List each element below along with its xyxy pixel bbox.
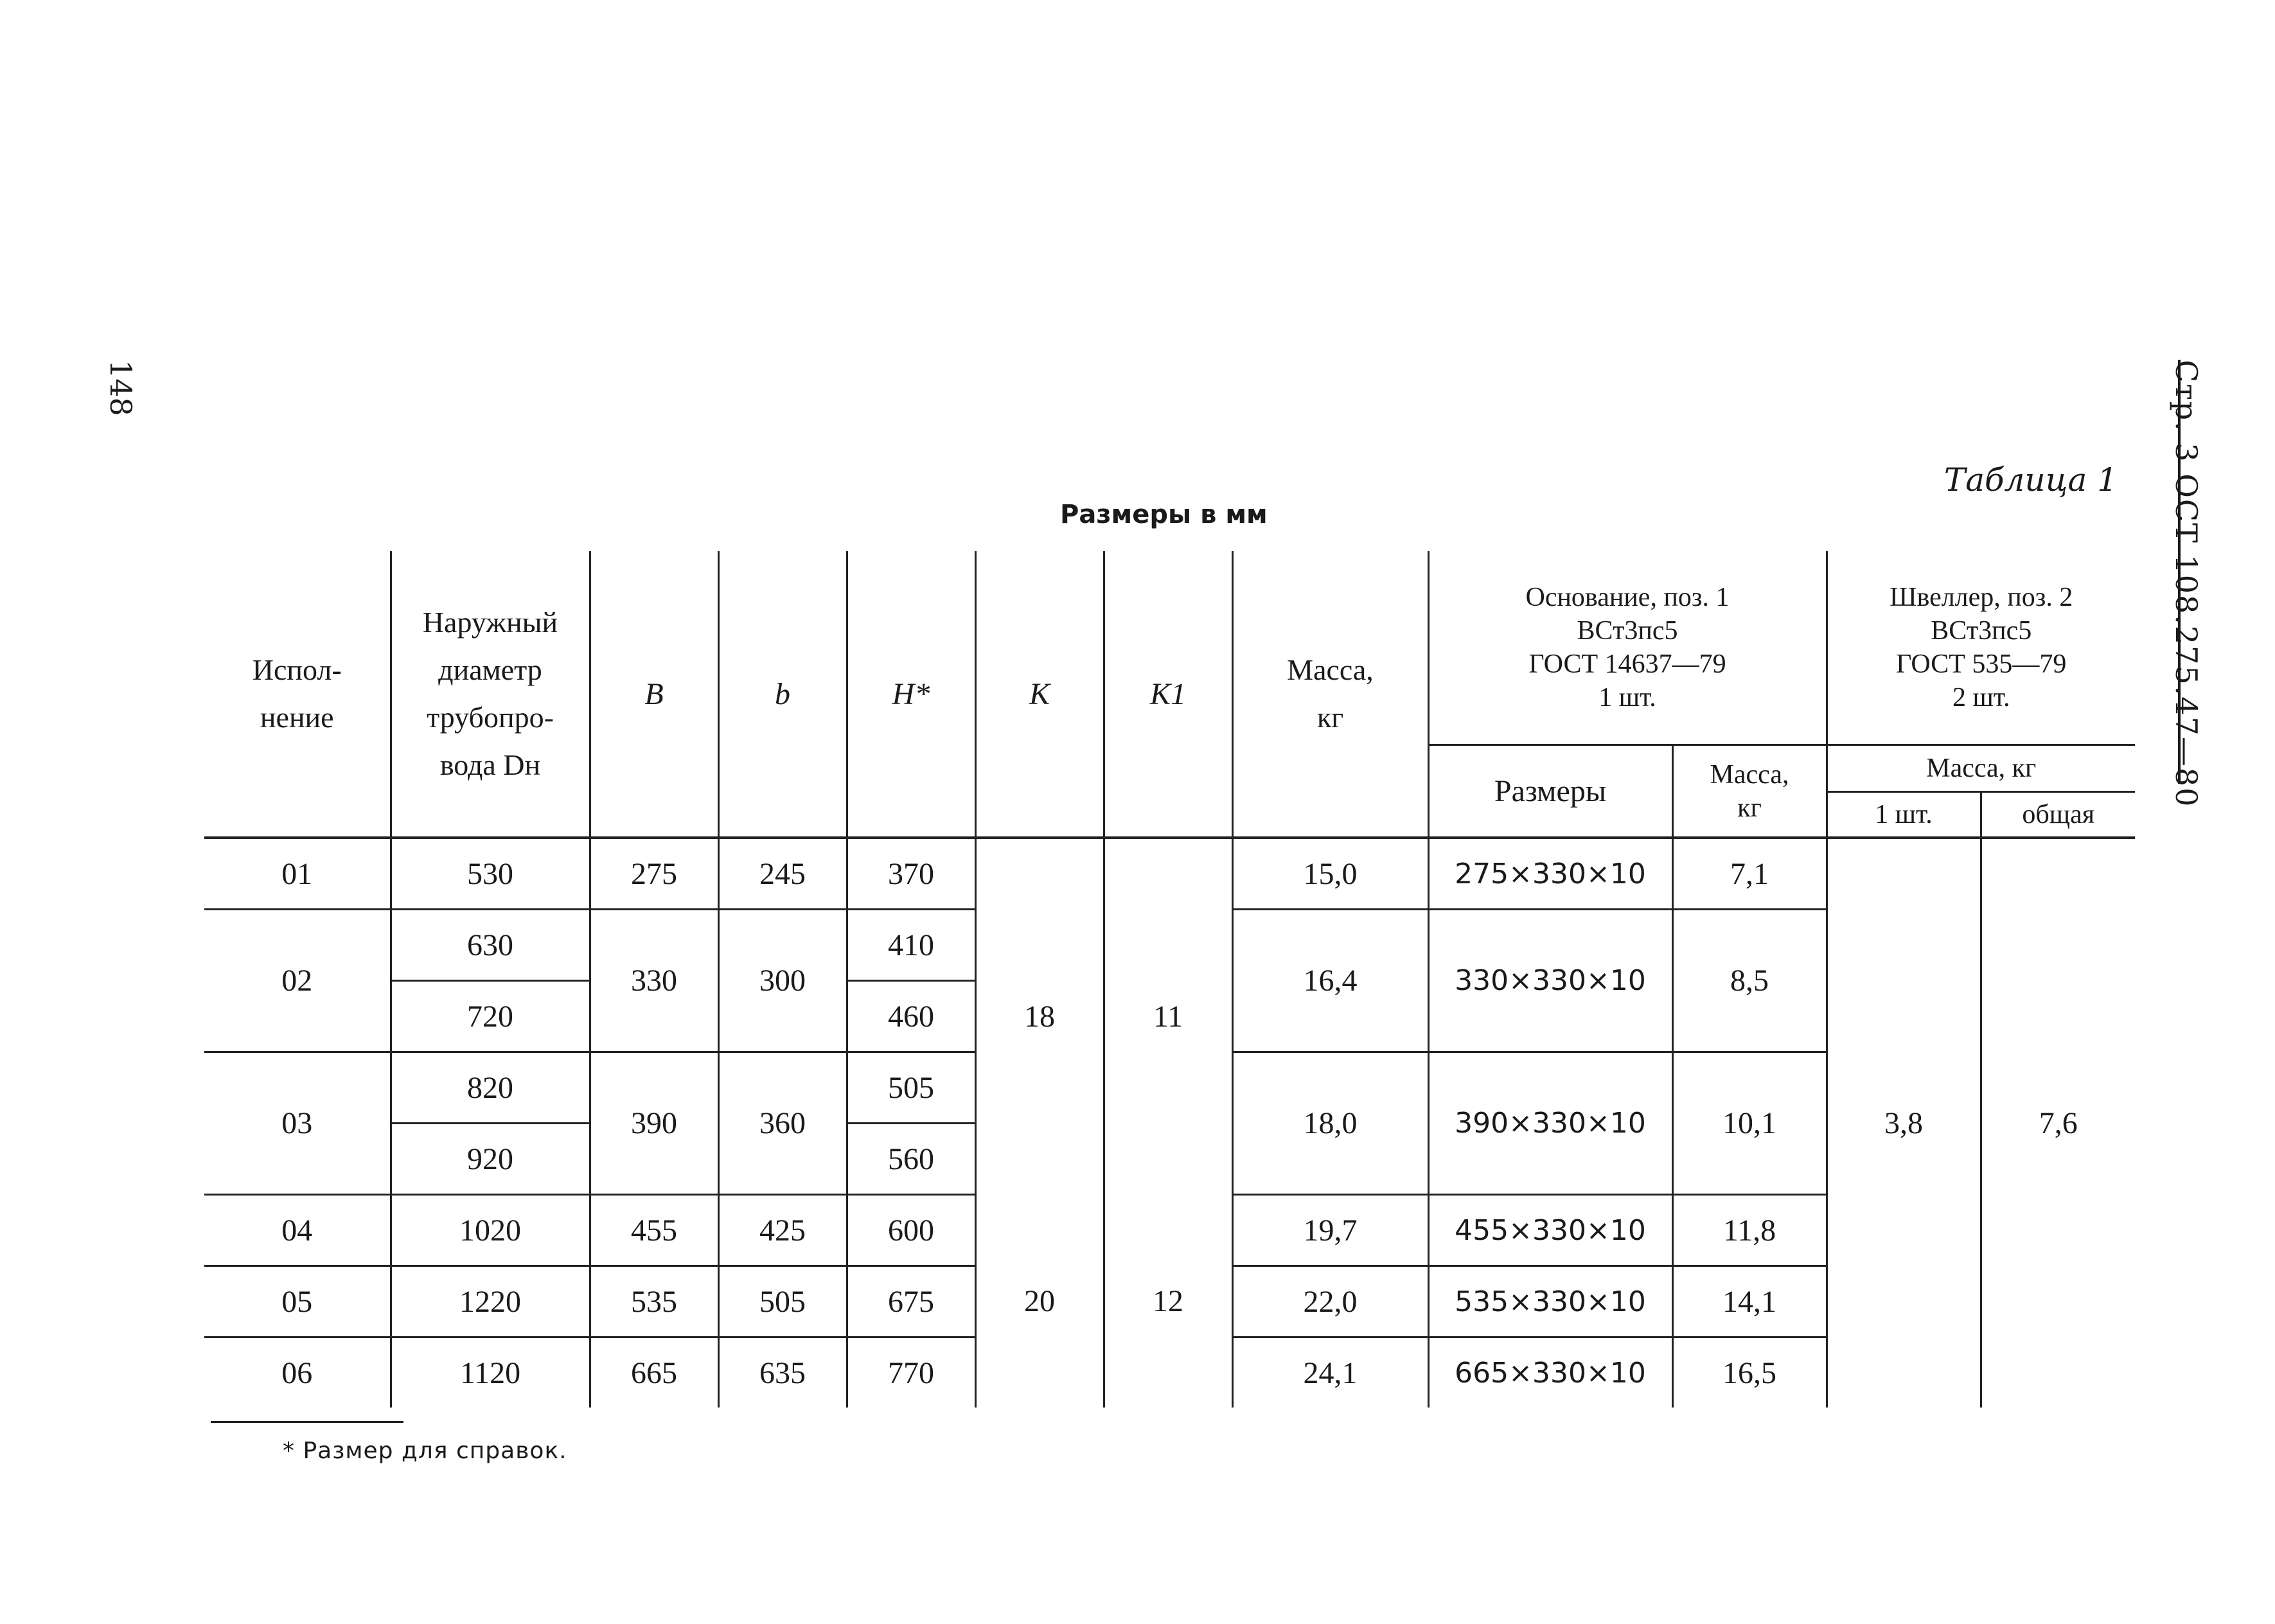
row-04-size: 455×330×10	[1428, 1195, 1672, 1266]
row-04-B: 455	[590, 1195, 718, 1266]
header-diameter-text: Наружный диаметр трубопро- вода Dн	[422, 606, 558, 781]
header-ispolnenie: Испол- нение	[204, 551, 391, 838]
row-05-mass: 22,0	[1232, 1266, 1428, 1337]
row-01-B: 275	[590, 838, 718, 910]
row-02-B: 330	[590, 910, 718, 1052]
page-number: 148	[103, 360, 138, 416]
row-03-B: 390	[590, 1052, 718, 1195]
table-label: Таблица 1	[1943, 461, 2118, 499]
row-01-mass: 15,0	[1232, 838, 1428, 910]
dimensions-table	[204, 551, 2135, 1408]
row-05-ispolnenie: 05	[204, 1266, 391, 1337]
merged-K-a: 18	[975, 838, 1104, 1195]
row-02-b: 300	[718, 910, 847, 1052]
row-06-osn-mass: 16,5	[1672, 1337, 1827, 1408]
row-02-mass: 16,4	[1232, 910, 1428, 1052]
row-01-H: 370	[847, 838, 975, 910]
row-04-b: 425	[718, 1195, 847, 1266]
row-04-mass: 19,7	[1232, 1195, 1428, 1266]
row-03-H-1: 505	[847, 1052, 975, 1124]
footnote-rule	[211, 1421, 403, 1423]
row-01-diameter: 530	[391, 838, 590, 910]
row-06-B: 665	[590, 1337, 718, 1408]
row-03-diameter-2: 920	[391, 1124, 590, 1195]
row-05-H: 675	[847, 1266, 975, 1337]
header-osnovanie: Основание, поз. 1 ВСт3пс5 ГОСТ 14637—79 1 шт.	[1428, 551, 1827, 745]
row-05-diameter: 1220	[391, 1266, 590, 1337]
row-01-size: 275×330×10	[1428, 838, 1672, 910]
row-03-ispolnenie: 03	[204, 1052, 391, 1195]
row-05-b: 505	[718, 1266, 847, 1337]
row-02-size: 330×330×10	[1428, 910, 1672, 1052]
header-B: B	[590, 551, 718, 838]
merged-K1-a: 11	[1104, 838, 1232, 1195]
row-05-osn-mass: 14,1	[1672, 1266, 1827, 1337]
row-02-diameter-2: 720	[391, 981, 590, 1052]
merged-K1-b: 12	[1104, 1195, 1232, 1408]
row-02-H-1: 410	[847, 910, 975, 981]
row-01-osn-mass: 7,1	[1672, 838, 1827, 910]
row-02-diameter-1: 630	[391, 910, 590, 981]
header-diameter	[391, 551, 590, 838]
header-osnovanie-sizes: Размеры	[1428, 745, 1672, 838]
units-caption: Размеры в мм	[1060, 500, 1268, 529]
header-mass: Масса, кг	[1232, 551, 1428, 838]
row-01-ispolnenie: 01	[204, 838, 391, 910]
merged-shveller-one: 3,8	[1827, 838, 1981, 1408]
row-02-H-2: 460	[847, 981, 975, 1052]
header-K: K	[975, 551, 1104, 838]
row-03-mass: 18,0	[1232, 1052, 1428, 1195]
row-06-ispolnenie: 06	[204, 1337, 391, 1408]
footnote: * Размер для справок.	[283, 1438, 567, 1464]
row-05-B: 535	[590, 1266, 718, 1337]
row-04-H: 600	[847, 1195, 975, 1266]
row-03-b: 360	[718, 1052, 847, 1195]
row-01-b: 245	[718, 838, 847, 910]
header-shveller-one: 1 шт.	[1827, 792, 1981, 838]
row-04-ispolnenie: 04	[204, 1195, 391, 1266]
row-03-osn-mass: 10,1	[1672, 1052, 1827, 1195]
row-05-size: 535×330×10	[1428, 1266, 1672, 1337]
row-06-mass: 24,1	[1232, 1337, 1428, 1408]
dimensions-table-wrapper	[204, 551, 2135, 1408]
header-b: b	[718, 551, 847, 838]
row-03-size: 390×330×10	[1428, 1052, 1672, 1195]
row-06-size: 665×330×10	[1428, 1337, 1672, 1408]
row-03-diameter-1: 820	[391, 1052, 590, 1124]
row-02-osn-mass: 8,5	[1672, 910, 1827, 1052]
merged-shveller-total: 7,6	[1981, 838, 2135, 1408]
header-shveller-total: общая	[1981, 792, 2135, 838]
row-04-osn-mass: 11,8	[1672, 1195, 1827, 1266]
side-reference: Стр. 3 ОСТ 108.275.47—80	[2169, 360, 2204, 808]
row-02-ispolnenie: 02	[204, 910, 391, 1052]
row-06-diameter: 1120	[391, 1337, 590, 1408]
header-osnovanie-mass: Масса, кг	[1672, 745, 1827, 838]
row-04-diameter: 1020	[391, 1195, 590, 1266]
row-06-H: 770	[847, 1337, 975, 1408]
header-K1: K1	[1104, 551, 1232, 838]
header-shveller: Швеллер, поз. 2 ВСт3пс5 ГОСТ 535—79 2 шт.	[1827, 551, 2135, 745]
row-03-H-2: 560	[847, 1124, 975, 1195]
merged-K-b: 20	[975, 1195, 1104, 1408]
header-shveller-mass: Масса, кг	[1827, 745, 2135, 792]
header-H: H*	[847, 551, 975, 838]
row-06-b: 635	[718, 1337, 847, 1408]
